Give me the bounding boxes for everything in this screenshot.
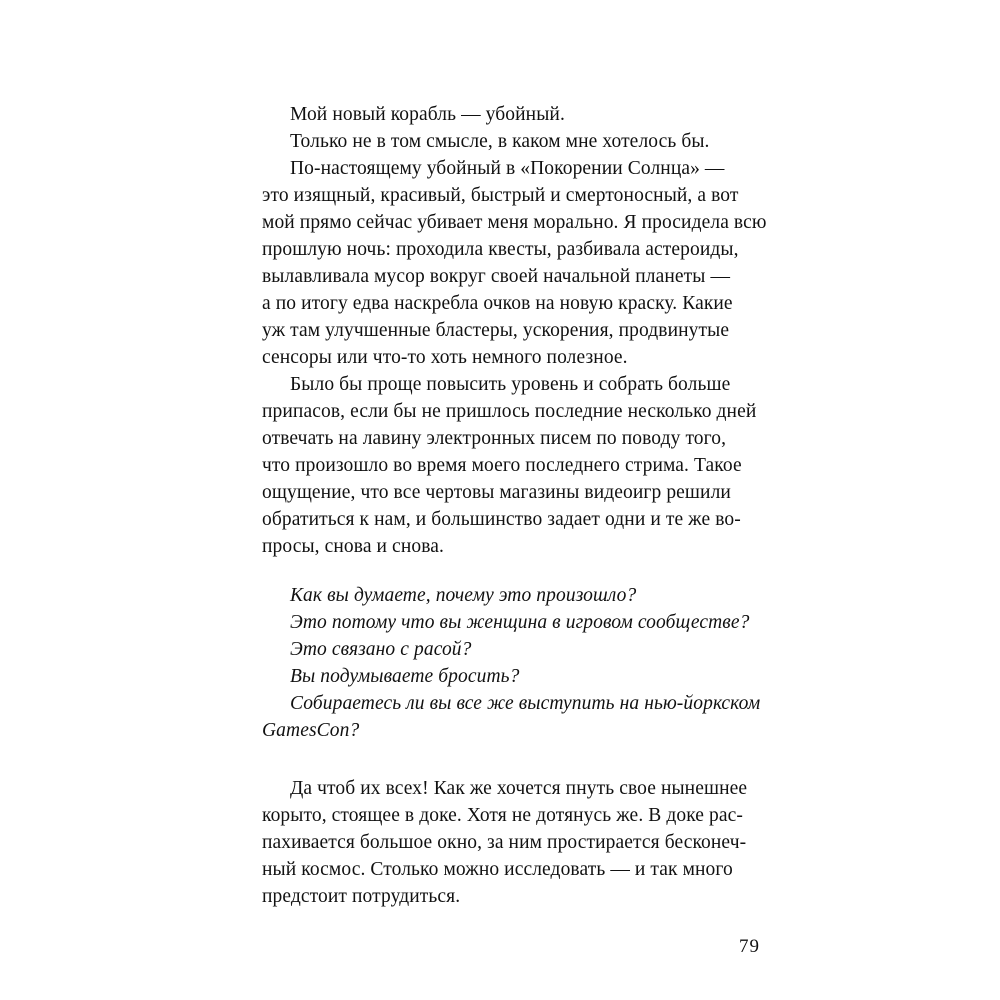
paragraph-3-line-1: По-настоящему убойный в «Покорении Солнца» —	[290, 158, 725, 179]
closing-paragraph-line-4: ный космос. Столько можно исследовать — и так много	[262, 859, 733, 880]
closing-paragraph-line-1: Да чтоб их всех! Как же хочется пнуть свое нынешнее	[290, 778, 748, 799]
closing-paragraph-line-5: предстоит потрудиться.	[262, 886, 461, 907]
closing-paragraph-line-2: корыто, стоящее в доке. Хотя не дотянусь же. В доке рас-	[262, 805, 743, 826]
paragraph-4-line-4: что произошло во время моего последнего стрима. Такое	[262, 455, 742, 476]
paragraph-3-line-8: сенсоры или что-то хоть немного полезное.	[262, 347, 628, 368]
paragraph-4-line-3: отвечать на лавину электронных писем по поводу того,	[262, 428, 727, 449]
question-3: Это связано с расой?	[290, 639, 472, 660]
question-5-continuation: GamesCon?	[262, 720, 360, 741]
page-number: 79	[739, 936, 760, 957]
paragraph-3-line-2: это изящный, красивый, быстрый и смертоносный, а вот	[262, 185, 739, 206]
paragraph-4-line-1: Было бы проще повысить уровень и собрать больше	[290, 374, 731, 395]
paragraph-3-line-4: прошлую ночь: проходила квесты, разбивала астероиды,	[262, 239, 739, 260]
question-1: Как вы думаете, почему это произошло?	[290, 585, 637, 606]
paragraph-4-line-5: ощущение, что все чертовы магазины видеоигр решили	[262, 482, 731, 503]
paragraph-2-line-1: Только не в том смысле, в каком мне хотелось бы.	[290, 131, 710, 152]
paragraph-3-line-3: мой прямо сейчас убивает меня морально. Я просидела всю	[262, 212, 767, 233]
paragraph-4-line-2: припасов, если бы не пришлось последние несколько дней	[262, 401, 757, 422]
paragraph-3-line-5: вылавливала мусор вокруг своей начальной планеты —	[262, 266, 731, 287]
paragraph-4-line-7: просы, снова и снова.	[262, 536, 444, 557]
paragraph-1-line-1: Мой новый корабль — убойный.	[290, 104, 565, 125]
paragraph-3-line-7: уж там улучшенные бластеры, ускорения, продвинутые	[262, 320, 730, 341]
question-2: Это потому что вы женщина в игровом сообществе?	[290, 612, 750, 633]
closing-paragraph-line-3: пахивается большое окно, за ним простирается бесконеч-	[262, 832, 747, 853]
question-4: Вы подумываете бросить?	[290, 666, 520, 687]
paragraph-3-line-6: а по итогу едва наскребла очков на новую краску. Какие	[262, 293, 733, 314]
question-5: Собираетесь ли вы все же выступить на нью-йоркском	[290, 693, 761, 714]
paragraph-4-line-6: обратиться к нам, и большинство задает одни и те же во-	[262, 509, 741, 530]
